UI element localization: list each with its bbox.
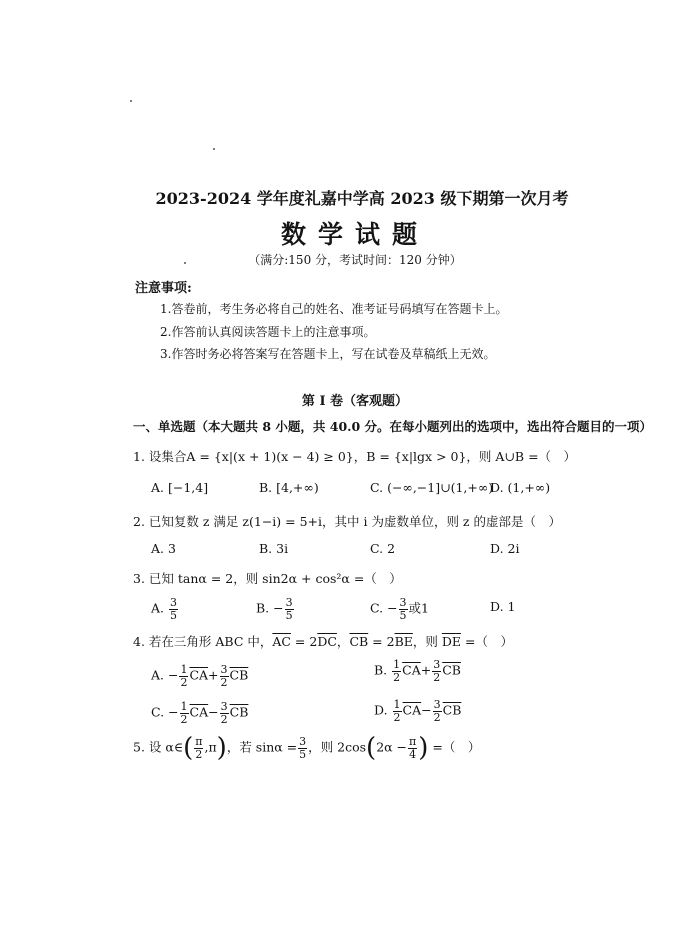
fraction-denominator: 2 [433,670,441,684]
question-1-option-d: D. (1,+∞) [490,480,551,495]
fraction-numerator: 3 [220,663,228,676]
fraction [432,659,441,683]
option-tail: 或1 [408,600,429,616]
fraction [393,699,402,723]
fraction-denominator: 2 [393,710,401,724]
fraction [179,664,188,688]
stem-text: ，则 [412,634,442,649]
question-1-option-a: A. [−1,4] [151,480,209,495]
question-2-option-d: D. 2i [490,541,520,556]
question-4-option-d [374,699,461,723]
stem-text: = 2 [368,634,395,649]
question-2-option-b: B. 3i [259,541,289,556]
operator: + [208,667,219,683]
stem-text: ,π [204,739,217,755]
fraction-denominator: 2 [220,675,228,689]
fraction [433,699,442,723]
vector-ca: $\overline{CA}$ [189,667,209,683]
stem-text: ，则 2cos [308,739,367,755]
vector-cb: $\overline{CB}$ [229,704,249,720]
fraction [169,597,178,621]
stem-text: 5. 设 α∈ [133,739,184,755]
question-3-option-b [256,597,295,621]
question-4-stem [133,632,513,650]
exam-title: 2023-2024 学年度礼嘉中学高 2023 级下期第一次月考 [155,189,569,208]
paren: ( [366,733,377,763]
stem-text: 4. 若在三角形 ABC 中， [133,634,273,649]
vector-cb: $\overline{CB}$ [349,634,369,649]
notice-item-2: 2.作答前认真阅读答题卡上的注意事项。 [160,325,376,339]
vector-cb: $\overline{CB}$ [442,662,461,678]
fraction-numerator: π [195,734,203,748]
fraction [180,701,189,725]
option-label: C. − [370,600,398,616]
fraction-numerator: 3 [433,698,441,711]
notice-item-3: 3.作答时务必将答案写在答题卡上，写在试卷及草稿纸上无效。 [160,347,496,361]
option-label: C. − [151,704,179,720]
fraction [220,664,229,688]
fraction [392,659,401,683]
question-2-option-c: C. 2 [370,541,396,556]
fraction-numerator: 1 [393,658,401,671]
option-label: D. [374,702,388,718]
option-label: B. − [256,600,284,616]
fraction [298,736,307,760]
vector-cb: $\overline{CB}$ [442,702,462,718]
part-title: 第 I 卷（客观题） [301,394,409,409]
operator: + [420,662,432,678]
question-4-option-c [151,701,248,725]
question-4-option-a [151,664,248,688]
score-time-info: （满分:150 分，考试时间：120 分钟） [248,253,462,267]
question-5-stem [133,735,480,761]
paren: ) [216,733,227,763]
vector-ca: $\overline{CA}$ [402,662,421,678]
question-2-option-a: A. 3 [151,541,176,556]
question-3-option-c [370,597,429,621]
fraction-denominator: 2 [180,712,188,726]
question-4-option-b [374,659,461,683]
fraction-numerator: 3 [399,596,407,609]
vector-dc: $\overline{DC}$ [317,634,337,649]
fraction-numerator: 3 [170,596,177,609]
fraction-denominator: 4 [409,747,417,761]
stem-text: 2α − [376,739,408,755]
fraction-denominator: 5 [285,608,293,622]
fraction [399,597,408,621]
scan-speck [130,100,132,102]
question-1-option-b: B. [4,+∞) [259,480,319,495]
notice-heading: 注意事项: [135,281,192,296]
scan-speck [213,148,215,150]
fraction-numerator: π [409,734,417,748]
question-3-option-d: D. 1 [490,599,516,614]
fraction-denominator: 2 [220,712,228,726]
vector-de: $\overline{DE}$ [441,634,462,649]
fraction-numerator: 1 [180,700,188,713]
stem-text: = 2 [290,634,318,649]
vector-ca: $\overline{CA}$ [189,704,209,720]
operator: − [208,704,219,720]
fraction [194,736,203,760]
option-label: B. [374,662,388,678]
question-3-stem: 3. 已知 tanα = 2，则 sin2α + cos²α =（ ） [133,571,402,586]
fraction-numerator: 3 [220,700,228,713]
fraction-denominator: 5 [399,608,407,622]
paren: ) [418,733,429,763]
question-2-stem: 2. 已知复数 z 满足 z(1−i) = 5+i，其中 i 为虚数单位，则 z 的虚部是（ ） [133,514,561,529]
fraction [220,701,229,725]
question-1-option-c: C. (−∞,−1]∪(1,+∞) [370,480,494,495]
question-1-stem: 1. 设集合A = {x|(x + 1)(x − 4) ≥ 0}，B = {x|lgx > 0}，则 A∪B =（ ） [133,449,577,464]
fraction [408,736,417,760]
stem-text: =（ ） [428,739,481,755]
fraction-numerator: 3 [433,658,441,671]
fraction-denominator: 2 [195,747,203,761]
fraction-denominator: 2 [393,670,401,684]
fraction-denominator: 5 [170,608,177,622]
question-3-option-a [151,597,179,621]
vector-cb: $\overline{CB}$ [229,667,249,683]
option-label: A. [151,600,165,616]
fraction-numerator: 3 [285,596,293,609]
fraction-numerator: 3 [299,734,307,748]
fraction [285,597,294,621]
operator: − [421,702,432,718]
paren: ( [183,733,194,763]
fraction-denominator: 2 [180,675,188,689]
option-label: A. − [151,667,179,683]
vector-ac: $\overline{AC}$ [272,634,291,649]
vector-be: $\overline{BE}$ [394,634,413,649]
section-title: 一、单选题（本大题共 8 小题，共 40.0 分。在每小题列出的选项中，选出符合题目的一项） [133,419,653,434]
fraction-denominator: 2 [433,710,441,724]
stem-text: ， [336,634,350,649]
subject-title: 数学试题 [280,220,429,249]
vector-ca: $\overline{CA}$ [402,702,422,718]
stem-text: ，若 sinα = [226,739,298,755]
fraction-numerator: 1 [393,698,401,711]
fraction-denominator: 5 [299,747,307,761]
fraction-numerator: 1 [180,663,188,676]
stem-text: =（ ） [461,634,513,649]
notice-item-1: 1.答卷前，考生务必将自己的姓名、准考证号码填写在答题卡上。 [160,302,508,316]
